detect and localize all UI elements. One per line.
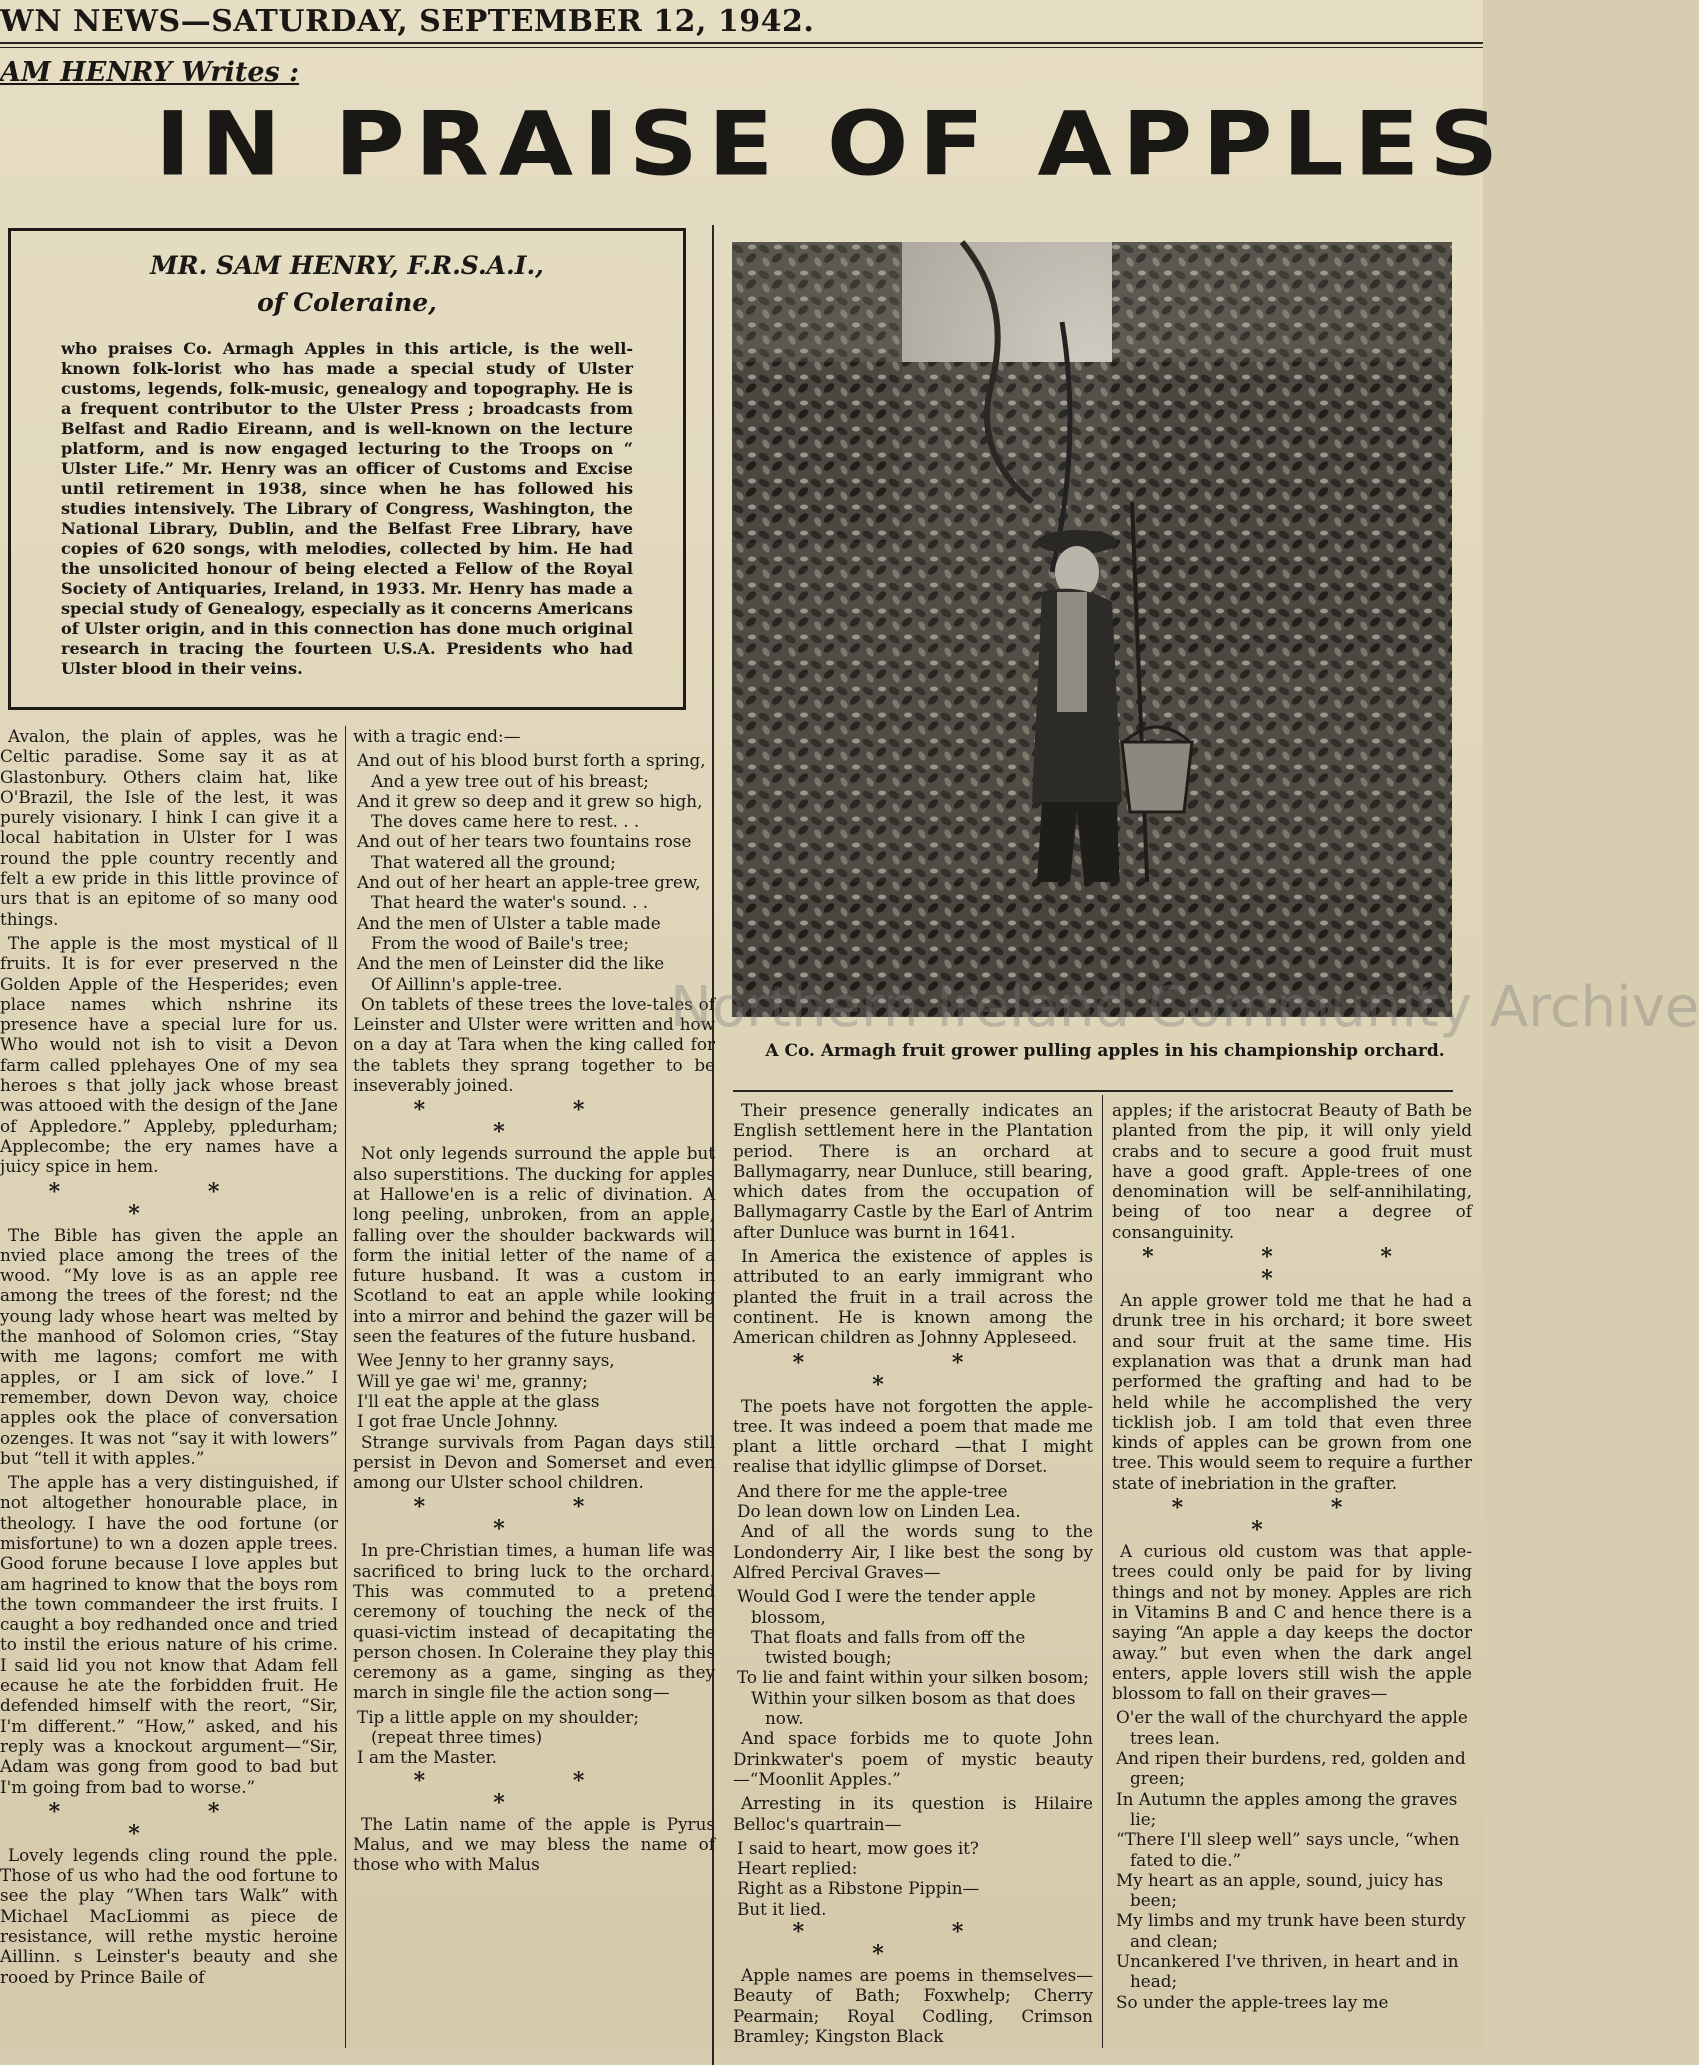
poem-line: Wee Jenny to her granny says, xyxy=(357,1350,615,1371)
poem-line: Would God I were the tender apple blossom, xyxy=(737,1586,1036,1627)
poem-line: That floats and falls from off the twisted bough; xyxy=(751,1626,1026,1668)
headline: IN PRAISE OF APPLES xyxy=(155,92,1509,196)
poem-line: So under the apple-trees lay me xyxy=(1116,1991,1389,2012)
poem-line: Do lean down low on Linden Lea. xyxy=(737,1501,1021,1522)
column-2 xyxy=(353,726,715,2048)
poem-line: That watered all the ground; xyxy=(371,851,616,872)
orchard-photo xyxy=(732,242,1452,1017)
poem xyxy=(357,750,715,994)
poem-line: And it grew so deep and it grew so high, xyxy=(357,790,703,811)
poem-line: I said to heart, mow goes it? xyxy=(737,1837,979,1858)
section-break: * * * xyxy=(413,1097,655,1146)
paragraph: The apple has a very distinguished, if not altogether honourable place, in theology. I have the ood fortune (or misfortune) to wn a dozen apple trees. Good forune because I love apples but am hagrined to know that the boys rom the town commandeer the irst fruits. I caught a boy redhanded once and tried to instil the erious nature of his crime. I said lid you not know that Adam fell ecause he ate the forbidden fruit. He defended himself with the reort, “Sir, I'm different.” “How,” asked, and his reply was a knockout argument—“Sir, Adam was gong from good to bad but I'm going from bad to worse.” xyxy=(0,1472,338,1797)
section-break: * * * xyxy=(792,1918,1034,1967)
paragraph: In America the existence of apples is attributed to an early immigrant who planted the fruit in a trail across the continent. He is known among the American children as Johnny Appleseed. xyxy=(733,1246,1093,1348)
paragraph: The apple is the most mystical of ll fruits. It is for ever preserved n the Golden Apple of the Hesperides; even place names which nshrine its presence have a special lure for us. Who would not ish to visit a Devon farm called pplehayes One of my sea heroes s that jolly jack whose breast was attooed with the design of the Jane of Appledore.” Appleby, ppledurham; Applecombe; the ery names have a juicy spice in hem. xyxy=(0,932,338,1177)
caption-rule xyxy=(733,1090,1453,1092)
bio-town: of Coleraine, xyxy=(257,288,437,317)
poem xyxy=(357,1707,715,1768)
paragraph: On tablets of these trees the love-tales of Leinster and Ulster were written and how on a day at Tara when the king called for the tablets they sprang together to be inseverably joined. xyxy=(353,993,715,1096)
poem-line: To lie and faint within your silken bosom; xyxy=(737,1667,1089,1688)
paragraph: apples; if the aristocrat Beauty of Bath be planted from the pip, it will only yield crabs and to secure a good fruit must have a good graft. Apple-trees of one denomination will be self-annihilating, being of too near a degree of consanguinity. xyxy=(1112,1100,1472,1242)
paragraph: Strange survivals from Pagan days still persist in Devon and Somerset and even among our Ulster school children. xyxy=(353,1431,715,1493)
poem-line: And out of her heart an apple-tree grew, xyxy=(357,872,701,893)
section-break: * * * xyxy=(48,1178,290,1227)
paragraph: An apple grower told me that he had a drunk tree in his orchard; it bore sweet and sour fruit at the same time. His explanation was that a drunk man had performed the grafting and had to be held while he accomplished the very ticklish job. I am told that even three kinds of apples can be grown from one tree. This would seem to require a further state of inebriation in the grafter. xyxy=(1112,1290,1472,1493)
column-divider xyxy=(345,726,346,2048)
poem-line: Uncankered I've thriven, in heart and in head; xyxy=(1116,1950,1459,1992)
poem-line: And out of her tears two fountains rose xyxy=(357,831,692,852)
section-break: * * * xyxy=(413,1767,655,1816)
poem-line: That heard the water's sound. . . xyxy=(371,892,649,913)
byline: AM HENRY Writes : xyxy=(0,57,300,88)
paragraph: Their presence generally indicates an English settlement here in the Plantation period. There is an orchard at Ballymagarry, near Dunluce, still bearing, which dates from the occupation of Ballymagarry Castle by the Earl of Antrim after Dunluce was burnt in 1641. xyxy=(733,1100,1093,1242)
paragraph: And of all the words sung to the Londonderry Air, I like best the song by Alfred Percival Graves— xyxy=(733,1521,1093,1582)
poem-line: “There I'll sleep well” says uncle, “when fated to die.” xyxy=(1116,1829,1460,1870)
paragraph: The poets have not forgotten the apple-tree. It was indeed a poem that made me plant a little orchard —that I might realise that idyllic glimpse of Dorset. xyxy=(733,1395,1093,1477)
paragraph: with a tragic end:— xyxy=(353,726,521,746)
masthead-rule-thin xyxy=(0,47,1483,48)
poem-line: And a yew tree out of his breast; xyxy=(371,770,649,791)
poem-line: And out of his blood burst forth a spring, xyxy=(357,750,706,771)
poem xyxy=(357,1350,715,1431)
poem-line: And the men of Ulster a table made xyxy=(357,912,661,933)
section-break: * * * * xyxy=(1142,1244,1442,1293)
paragraph: A curious old custom was that apple-trees could only be paid for by living things and not by money. Apples are rich in Vitamins B and C and hence there is a saying “An apple a day keeps the doctor away.” but even when the dark angel enters, apple lovers still wish the apple blossom to fall on their graves— xyxy=(1112,1541,1472,1704)
poem-line: And there for me the apple-tree xyxy=(737,1480,1008,1501)
paragraph: The Bible has given the apple an nvied place among the trees of the wood. “My love is as an apple ree among the trees of the forest; nd the young lady whose heart was melted by the manhood of Solomon cries, “Stay with me lagons; comfort me with apples, or I am sick of love.” I remember, down Devon way, choice apples ook the place of conversation ozenges. It was not “say it with lowers” but “tell it with apples.” xyxy=(0,1224,338,1468)
poem-line: The doves came here to rest. . . xyxy=(371,811,640,832)
poem-line: (repeat three times) xyxy=(371,1727,543,1748)
poem-line: Tip a little apple on my shoulder; xyxy=(357,1706,639,1727)
poem xyxy=(737,1481,1093,1522)
poem-line: O'er the wall of the churchyard the apple trees lean. xyxy=(1116,1707,1468,1748)
section-break: * * * xyxy=(413,1494,655,1543)
paragraph: Arresting in its question is Hilaire Belloc's quartrain— xyxy=(733,1793,1093,1834)
poem-line: Within your silken bosom as that does now. xyxy=(751,1687,1076,1729)
paragraph: Lovely legends cling round the pple. Those of us who had the ood fortune to see the play “When tars Walk” with Michael MacLiommi as piece de resistance, will rethe mystic heroine Aillinn. s Leinster's beauty and she rooed by Prince Baile of xyxy=(0,1844,338,1987)
poem-line: From the wood of Baile's tree; xyxy=(371,932,629,953)
column-divider xyxy=(1102,1095,1103,2048)
bio-name: MR. SAM HENRY, F.R.S.A.I., xyxy=(150,251,544,280)
column-3 xyxy=(733,1100,1093,2048)
section-break: * * * xyxy=(792,1349,1034,1398)
poem-line: My limbs and my trunk have been sturdy and clean; xyxy=(1116,1910,1466,1951)
column-1 xyxy=(0,726,338,2048)
bio-box xyxy=(8,228,686,710)
section-break: * * * xyxy=(1171,1495,1413,1544)
masthead-rule xyxy=(0,42,1483,44)
column-4 xyxy=(1112,1100,1472,2048)
paragraph: And space forbids me to quote John Drinkwater's poem of mystic beauty —“Moonlit Apples.” xyxy=(733,1728,1093,1789)
paragraph: The Latin name of the apple is Pyrus Malus, and we may bless the name of those who with Malus xyxy=(353,1813,715,1875)
poem-line: And the men of Leinster did the like xyxy=(357,953,665,974)
paragraph: Avalon, the plain of apples, was he Celtic paradise. Some say it as at Glastonbury. Others claim hat, like O'Brazil, the Isle of the lest, it was purely visionary. I hink I can give it a local habitation in Ulster for I was round the pple country recently and felt a ew pride in this little province of urs that is an epitome of so many ood things. xyxy=(0,726,338,929)
photo-caption: A Co. Armagh fruit grower pulling apples in his championship orchard. xyxy=(765,1041,1445,1061)
section-break: * * * xyxy=(48,1798,290,1847)
paragraph: Not only legends surround the apple but also superstitions. The ducking for apples at Hallowe'en is a relic of divination. A long peeling, unbroken, from an apple, falling over the shoulder backwards will form the initial letter of the name of a future husband. It was a custom in Scotland to eat an apple while looking into a mirror and behind the gazer will be seen the features of the future husband. xyxy=(353,1143,715,1347)
poem-line: Heart replied: xyxy=(737,1858,858,1879)
poem-line: I got frae Uncle Johnny. xyxy=(357,1411,559,1432)
poem-line: But it lied. xyxy=(737,1898,827,1919)
poem-line: I'll eat the apple at the glass xyxy=(357,1390,600,1411)
paragraph: Apple names are poems in themselves—Beauty of Bath; Foxwhelp; Cherry Pearmain; Royal Codling, Crimson Bramley; Kingston Black xyxy=(733,1964,1093,2046)
bio-text: who praises Co. Armagh Apples in this article, is the well-known folk-lorist who has made a special study of Ulster customs, legends, folk-music, genealogy and topography. He is a frequent contributor to the Ulster Press ; broadcasts from Belfast and Radio Eireann, and is well-known on the lecture platform, and is now engaged lecturing to the Troops on “ Ulster Life.” Mr. Henry was an officer of Customs and Excise until retirement in 1938, since when he has followed his studies intensively. The Library of Congress, Washington, the National Library, Dublin, and the Belfast Free Library, have copies of 620 songs, with melodies, collected by him. He had the unsolicited honour of being elected a Fellow of the Royal Society of Antiquaries, Ireland, in 1933. Mr. Henry has made a special study of Genealogy, especially as it concerns Americans of Ulster origin, and in this connection has done much original research in tracing the fourteen U.S.A. Presidents who had Ulster blood in their veins. xyxy=(61,339,633,678)
poem xyxy=(1116,1707,1472,2011)
poem-line: Right as a Ribstone Pippin— xyxy=(737,1878,980,1899)
poem xyxy=(737,1838,1093,1919)
poem-line: I am the Master. xyxy=(357,1747,498,1768)
masthead-dateline: WN NEWS—SATURDAY, SEPTEMBER 12, 1942. xyxy=(0,4,815,39)
poem xyxy=(737,1586,1093,1728)
paragraph: In pre-Christian times, a human life was sacrificed to bring luck to the orchard. This was commuted to a pretend ceremony of touching the neck of the quasi-victim instead of decapitating the person chosen. In Coleraine they play this ceremony as a game, singing as they march in single file the action song— xyxy=(353,1540,715,1703)
archive-watermark: Northern Ireland Community Archive xyxy=(670,975,1699,1040)
poem-line: My heart as an apple, sound, juicy has been; xyxy=(1116,1869,1444,1911)
poem-line: Will ye gae wi' me, granny; xyxy=(357,1370,588,1391)
poem-line: And ripen their burdens, red, golden and green; xyxy=(1116,1748,1466,1789)
poem-line: In Autumn the apples among the graves lie; xyxy=(1116,1788,1458,1829)
poem-line: Of Aillinn's apple-tree. xyxy=(371,973,563,994)
